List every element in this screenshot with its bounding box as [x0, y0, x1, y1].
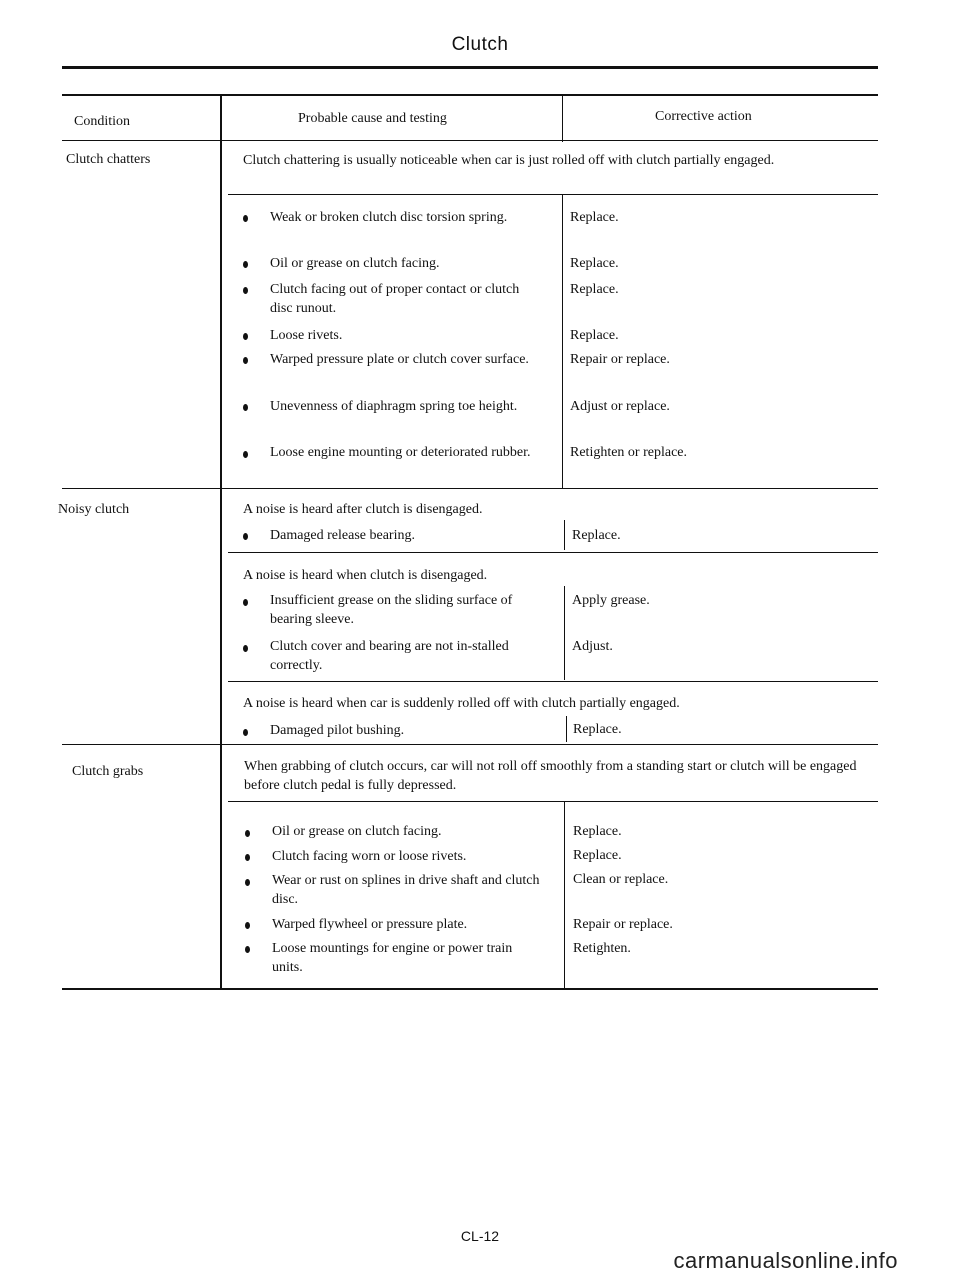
cause-text: Clutch facing out of proper contact or clutch disc runout.	[270, 282, 520, 316]
section-separator	[62, 488, 878, 489]
group-intro: A noise is heard after clutch is disengaged.	[243, 502, 483, 517]
bullet-icon	[245, 854, 250, 861]
action-text: Replace.	[570, 210, 619, 225]
cause-text: Wear or rust on splines in drive shaft and clutch disc.	[272, 873, 540, 907]
cause-text: Weak or broken clutch disc torsion spring.	[270, 210, 508, 225]
group-intro: A noise is heard when car is suddenly rolled off with clutch partially engaged.	[243, 696, 680, 711]
group-divider	[228, 681, 878, 682]
action-column-divider	[564, 801, 565, 988]
action-column-divider	[562, 194, 563, 488]
cause-text: Clutch facing worn or loose rivets.	[272, 849, 467, 864]
bullet-icon	[243, 357, 248, 364]
cause-text: Warped flywheel or pressure plate.	[272, 917, 468, 932]
action-text: Retighten.	[573, 941, 631, 956]
condition-noisy-clutch: Noisy clutch	[58, 502, 130, 517]
action-text: Adjust.	[572, 639, 613, 654]
header-condition: Condition	[74, 114, 131, 129]
action-text: Replace.	[570, 256, 619, 271]
bullet-icon	[245, 830, 250, 837]
bullet-icon	[245, 922, 250, 929]
cause-text: Loose engine mounting or deteriorated rubber.	[270, 445, 531, 460]
section-separator	[62, 744, 878, 745]
cause-text: Loose mountings for engine or power train units.	[272, 941, 513, 975]
action-column-divider	[564, 586, 565, 680]
cause-text: Oil or grease on clutch facing.	[270, 256, 440, 271]
column-divider-action	[562, 94, 563, 142]
bullet-icon	[245, 879, 250, 886]
table-bottom-rule	[62, 988, 878, 990]
action-text: Replace.	[570, 328, 619, 343]
bullet-icon	[243, 533, 248, 540]
cause-text: Warped pressure plate or clutch cover surface.	[270, 352, 529, 367]
bullet-icon	[243, 599, 248, 606]
bullet-icon	[243, 404, 248, 411]
action-text: Repair or replace.	[573, 917, 673, 932]
action-text: Replace.	[572, 528, 621, 543]
action-text: Clean or replace.	[573, 872, 669, 887]
cause-text: Oil or grease on clutch facing.	[272, 824, 442, 839]
column-divider-condition	[220, 94, 222, 988]
action-text: Retighten or replace.	[570, 445, 688, 460]
bullet-icon	[243, 645, 248, 652]
title-rule	[62, 66, 878, 69]
header-cause: Probable cause and testing	[298, 111, 447, 126]
page-number: CL-12	[460, 1228, 500, 1244]
cause-text: Loose rivets.	[270, 328, 343, 343]
section-divider	[228, 801, 878, 802]
bullet-icon	[243, 451, 248, 458]
condition-clutch-grabs: Clutch grabs	[72, 764, 144, 779]
action-text: Repair or replace.	[570, 352, 670, 367]
action-column-divider	[564, 520, 565, 550]
action-column-divider	[566, 716, 567, 742]
group-divider	[228, 552, 878, 553]
action-text: Apply grease.	[572, 593, 650, 608]
section-divider	[228, 194, 878, 195]
bullet-icon	[243, 333, 248, 340]
group-intro: A noise is heard when clutch is disengaged.	[243, 568, 488, 583]
page-title: Clutch	[451, 34, 509, 55]
action-text: Replace.	[573, 824, 622, 839]
condition-clutch-chatters: Clutch chatters	[66, 152, 151, 167]
header-action: Corrective action	[655, 109, 752, 124]
cause-text: Unevenness of diaphragm spring toe height.	[270, 399, 518, 414]
header-bottom-rule	[62, 140, 878, 141]
cause-text: Damaged release bearing.	[270, 528, 415, 543]
watermark: carmanualsonline.info	[673, 1248, 898, 1273]
bullet-icon	[245, 946, 250, 953]
header-top-rule	[62, 94, 878, 96]
cause-text: Damaged pilot bushing.	[270, 723, 405, 738]
action-text: Replace.	[573, 722, 622, 737]
bullet-icon	[243, 215, 248, 222]
cause-text: Clutch cover and bearing are not in-stalled correctly.	[270, 639, 509, 673]
action-text: Adjust or replace.	[570, 399, 670, 414]
section-intro: Clutch chattering is usually noticeable when car is just rolled off with clutch partially engaged.	[243, 153, 775, 168]
action-text: Replace.	[573, 848, 622, 863]
action-text: Replace.	[570, 282, 619, 297]
bullet-icon	[243, 261, 248, 268]
bullet-icon	[243, 729, 248, 736]
section-intro: When grabbing of clutch occurs, car will not roll off smoothly from a standing start or clutch will be engaged before clutch pedal is fully depressed.	[244, 759, 857, 793]
bullet-icon	[243, 287, 248, 294]
cause-text: Insufficient grease on the sliding surface of bearing sleeve.	[270, 593, 513, 627]
